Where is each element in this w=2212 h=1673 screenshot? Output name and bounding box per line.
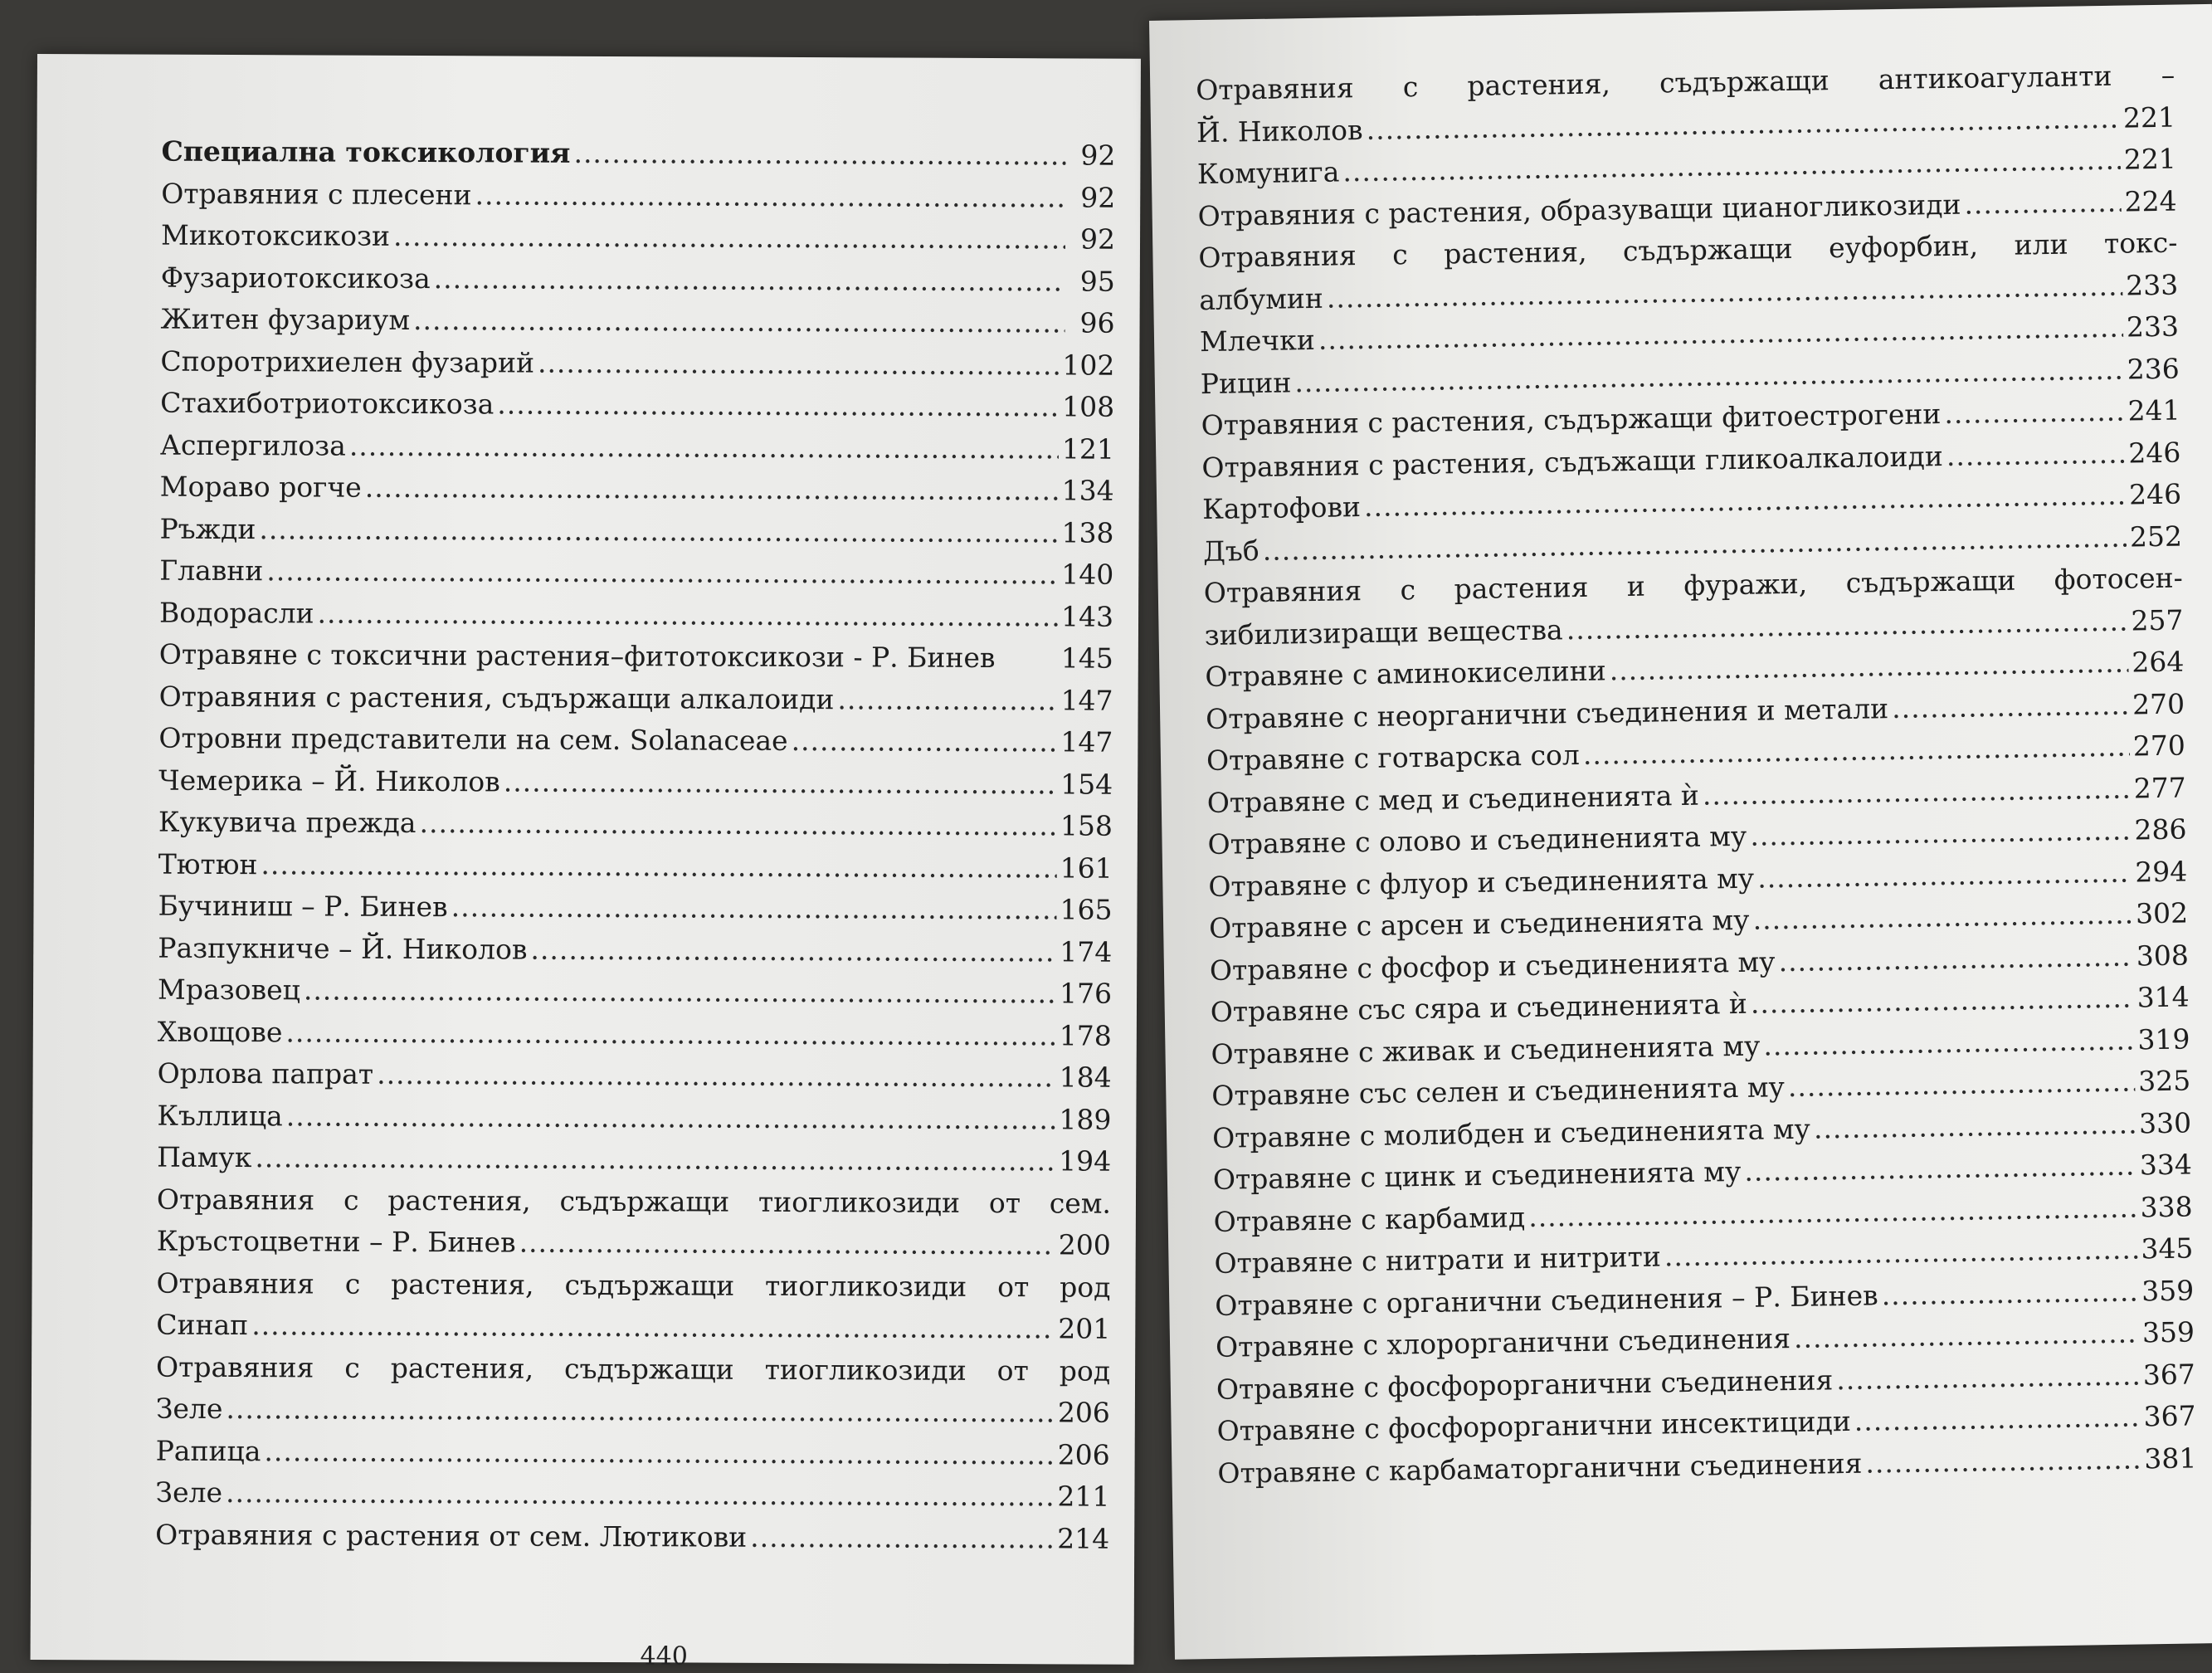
toc-dot-leader: [504, 761, 1058, 805]
toc-dot-leader: [451, 886, 1057, 931]
toc-entry-title: Й. Николов: [1196, 109, 1363, 154]
toc-entry-page: 359: [2142, 1311, 2195, 1354]
toc-dot-leader: [255, 1137, 1055, 1183]
toc-entry: [160, 340, 1114, 387]
toc-dot-leader: [377, 1054, 1056, 1099]
toc-entry: [157, 1095, 1111, 1141]
toc-entry-title: Мразовец: [158, 969, 300, 1012]
toc-dot-leader: [226, 1472, 1055, 1518]
toc-dot-leader: [1750, 810, 2132, 858]
toc-entry-title: Отравяния с растения, съдържащи тиогликозиди от род: [156, 1346, 1110, 1393]
toc-entry: [161, 173, 1115, 219]
toc-dot-leader: [530, 929, 1056, 973]
toc-entry-page: 184: [1060, 1056, 1112, 1099]
toc-entry: [160, 383, 1114, 429]
toc-entry-page: 294: [2135, 851, 2188, 893]
toc-entry-title: Хвощове: [158, 1011, 283, 1053]
toc-dot-leader: [1794, 1312, 2140, 1359]
toc-entry-title: Синап: [156, 1305, 248, 1347]
toc-entry-page: 145: [1061, 637, 1113, 680]
toc-entry-page: 345: [2141, 1227, 2194, 1270]
toc-entry: [155, 1514, 1109, 1560]
toc-entry-page: 359: [2141, 1270, 2195, 1312]
toc-dot-leader: [1865, 1438, 2141, 1485]
toc-entry-page: 236: [2127, 348, 2180, 390]
toc-entry-title: Орлова папрат: [158, 1053, 374, 1096]
toc-dot-leader: [1836, 1354, 2140, 1401]
toc-entry-title: Отравяне с молибден и съединенията му: [1212, 1108, 1811, 1159]
toc-dot-leader: [1946, 432, 2125, 477]
toc-entry-title: Рапица: [156, 1430, 261, 1472]
toc-entry-page: 233: [2126, 264, 2179, 306]
toc-entry-title: Отравяне със селен и съединенията му: [1211, 1066, 1785, 1117]
toc-dot-leader: [304, 969, 1056, 1014]
toc-entry: [158, 969, 1112, 1016]
toc-entry-title: Тютюн: [158, 843, 258, 885]
toc-dot-leader: [419, 802, 1057, 847]
toc-entry: [160, 299, 1114, 345]
toc-entry-title: Отравяне с фосфорорганични инсектициди: [1216, 1401, 1851, 1452]
left-toc-list: [155, 131, 1115, 1560]
toc-entry-title: Ръжди: [159, 508, 256, 550]
toc-entry-title: Млечки: [1200, 319, 1316, 363]
toc-entry-page: 108: [1062, 386, 1114, 428]
toc-entry-title: Отравяне с хлорорганични съединения: [1216, 1318, 1791, 1368]
toc-dot-leader: [393, 216, 1065, 261]
toc-dot-leader: [1752, 894, 2132, 942]
toc-entry-title: Отравяне с фосфорорганични съединения: [1216, 1359, 1834, 1411]
toc-dot-leader: [1744, 1144, 2136, 1193]
toc-dot-leader: [497, 383, 1059, 427]
toc-entry-title: Отравяне с карбамид: [1213, 1197, 1525, 1243]
toc-dot-leader: [251, 1305, 1055, 1350]
toc-entry-page: 325: [2138, 1060, 2191, 1102]
page-number: 440: [641, 1641, 688, 1671]
toc-dot-leader: [226, 1388, 1055, 1434]
toc-entry: [158, 802, 1113, 848]
toc-entry-title: Отравяния с растения, съдържащи антикоагуланти –: [1196, 55, 2175, 112]
toc-entry-page: 147: [1061, 680, 1113, 722]
toc-entry: [158, 927, 1112, 973]
toc-entry: [157, 1178, 1111, 1225]
toc-entry-title: Отравяне с неорганични съединения и метали: [1206, 688, 1889, 740]
toc-entry: [159, 592, 1113, 638]
toc-entry: [158, 843, 1113, 890]
toc-dot-leader: [837, 679, 1057, 722]
toc-entry-title: Микотоксикози: [161, 215, 390, 258]
toc-entry: [156, 1262, 1110, 1309]
toc-dot-leader: [1892, 684, 2130, 729]
toc-entry-page: 189: [1059, 1099, 1111, 1141]
toc-entry-title: Отравяне с карбаматорганични съединения: [1217, 1442, 1863, 1495]
toc-entry: [158, 1053, 1112, 1100]
toc-entry-title: Отравяне с олово и съединенията му: [1207, 816, 1747, 866]
toc-entry-title: Стахиботриотоксикоза: [160, 383, 494, 426]
toc-entry-title: Чемерика – Й. Николов: [158, 759, 500, 802]
toc-entry-page: 147: [1060, 721, 1113, 763]
toc-entry-title: Зеле: [155, 1472, 222, 1514]
toc-entry-page: 201: [1058, 1308, 1110, 1350]
toc-entry-page: 319: [2137, 1018, 2190, 1061]
toc-entry-page: 134: [1062, 470, 1114, 512]
toc-entry-page: 92: [1069, 218, 1115, 261]
toc-entry-title: Отравяне с флуор и съединенията му: [1208, 857, 1755, 908]
toc-entry: [156, 1346, 1110, 1393]
toc-entry-page: 206: [1058, 1434, 1110, 1476]
toc-dot-leader: [1664, 1228, 2137, 1277]
toc-entry: [156, 1305, 1110, 1351]
toc-entry-title: Рицин: [1200, 362, 1291, 405]
right-page: [1149, 4, 2212, 1660]
toc-entry-page: 200: [1059, 1224, 1111, 1266]
toc-entry-title: Отравяне с фосфор и съединенията му: [1210, 941, 1776, 992]
toc-entry-page: 211: [1057, 1475, 1109, 1518]
toc-entry-title: Отравяния с растения, съдържащи еуфорбин, или токс-: [1198, 222, 2178, 280]
toc-entry-title: Бучиниш – Р. Бинев: [158, 885, 447, 929]
toc-entry-page: 140: [1061, 554, 1113, 596]
toc-entry: [158, 718, 1113, 764]
toc-entry-title: Отравяне с мед и съединенията ѝ: [1206, 774, 1699, 824]
toc-entry-page: 92: [1069, 177, 1115, 219]
toc-entry-page: 264: [2132, 641, 2185, 684]
toc-dot-leader: [365, 467, 1059, 512]
toc-entry-title: Отровни представители на сем. Solanaceae: [158, 718, 787, 763]
toc-dot-leader: [266, 550, 1058, 596]
toc-entry-page: 138: [1061, 512, 1113, 554]
toc-entry-title: Отравяне с живак и съединенията му: [1211, 1025, 1761, 1076]
toc-entry-title: Отравяния с растения, съдържащи тиогликозиди от род: [156, 1262, 1110, 1309]
toc-entry-page: 257: [2131, 599, 2184, 641]
toc-entry-page: 174: [1060, 931, 1112, 973]
toc-entry: [156, 1388, 1110, 1435]
toc-dot-leader: [285, 1012, 1056, 1057]
toc-entry: [161, 131, 1115, 178]
toc-dot-leader: [1787, 1061, 2135, 1108]
toc-entry-page: 241: [2127, 390, 2180, 432]
toc-entry-page: 102: [1062, 344, 1114, 387]
toc-entry: [156, 1430, 1110, 1476]
toc-dot-leader: [792, 720, 1058, 763]
toc-dot-leader: [317, 593, 1058, 637]
toc-entry-title: Отравяне с арсен и съединенията му: [1209, 900, 1750, 950]
toc-entry: [160, 424, 1114, 471]
toc-entry-page: 224: [2124, 180, 2177, 222]
toc-entry-page: 194: [1059, 1140, 1111, 1183]
toc-dot-leader: [1702, 768, 2131, 817]
toc-entry-title: Отравяния с растения от сем. Лютикови: [155, 1514, 747, 1558]
toc-entry-page: 246: [2129, 474, 2182, 516]
toc-entry-title: Фузариотоксикоза: [161, 256, 431, 300]
left-page: [31, 54, 1141, 1665]
toc-entry-page: 121: [1062, 428, 1114, 471]
toc-entry: [158, 759, 1113, 806]
toc-entry-title: Отравяния с плесени: [161, 173, 471, 216]
toc-dot-leader: [413, 300, 1065, 344]
toc-entry-page: 334: [2139, 1144, 2192, 1186]
toc-entry: [161, 215, 1115, 261]
toc-entry-title: Кръстоцветни – Р. Бинев: [157, 1221, 516, 1264]
toc-entry-title: Мораво рогче: [160, 466, 362, 510]
toc-entry-page: 286: [2134, 808, 2187, 851]
toc-dot-leader: [259, 509, 1058, 554]
toc-dot-leader: [573, 133, 1065, 177]
toc-entry: [161, 256, 1115, 303]
toc-entry: [158, 885, 1112, 932]
toc-entry-title: Кукувича прежда: [158, 802, 417, 845]
right-toc-list: [1196, 55, 2197, 1495]
toc-entry-page: 314: [2136, 976, 2190, 1018]
toc-entry-title: албумин: [1199, 277, 1323, 321]
toc-entry-page: 178: [1060, 1015, 1112, 1057]
toc-entry-page: 176: [1060, 973, 1112, 1015]
toc-entry-page: 338: [2140, 1186, 2193, 1228]
toc-dot-leader: [750, 1516, 1054, 1559]
toc-dot-leader: [1757, 851, 2132, 900]
toc-entry-title: Отравяния с растения, образуващи цианогликозиди: [1197, 183, 1961, 237]
toc-dot-leader: [1854, 1396, 2141, 1442]
toc-entry-title: Картофови: [1202, 486, 1362, 530]
toc-entry-page: 367: [2143, 1395, 2196, 1437]
toc-entry-page: 270: [2132, 724, 2185, 767]
toc-entry-title: Отравяне с органични съединения – Р. Бинев: [1215, 1275, 1878, 1327]
toc-entry: [157, 1137, 1111, 1183]
toc-entry-title: Комунига: [1197, 151, 1340, 195]
toc-entry-title: Споротрихиелен фузарий: [160, 340, 534, 383]
toc-entry-title: Отравяне с аминокиселини: [1205, 650, 1606, 698]
toc-entry-title: зибилизиращи вещества: [1204, 609, 1563, 656]
toc-dot-leader: [519, 1222, 1055, 1266]
toc-dot-leader: [1763, 1019, 2135, 1067]
toc-entry: [160, 466, 1114, 513]
toc-entry-page: 95: [1069, 261, 1115, 303]
toc-entry-page: 143: [1061, 596, 1113, 638]
toc-entry-page: 252: [2130, 515, 2183, 558]
toc-entry-page: 96: [1068, 302, 1114, 344]
toc-dot-leader: [1778, 935, 2133, 983]
toc-entry-page: 302: [2136, 892, 2189, 934]
toc-dot-leader: [475, 174, 1065, 219]
toc-entry-page: 308: [2136, 934, 2189, 977]
toc-entry: [159, 550, 1113, 597]
toc-entry-title: Дъб: [1203, 529, 1259, 573]
toc-dot-leader: [261, 844, 1056, 890]
toc-entry-page: 161: [1060, 847, 1113, 890]
toc-entry: [159, 676, 1113, 722]
toc-entry-title: Отравяне с токсични растения–фитотоксикози - Р. Бинев: [159, 634, 996, 680]
toc-entry-page: 381: [2144, 1437, 2197, 1480]
toc-entry-title: Памук: [157, 1137, 251, 1179]
toc-dot-leader: [286, 1095, 1056, 1141]
toc-entry-title: Специална токсикология: [161, 131, 570, 175]
toc-entry-title: Отравяне с готварска сол: [1206, 734, 1581, 783]
toc-entry-title: Отравяния с растения, съдържащи тиогликозиди от сем.: [157, 1178, 1111, 1225]
toc-dot-leader: [1750, 978, 2134, 1026]
toc-entry-page: 367: [2142, 1354, 2195, 1396]
toc-entry-title: Отравяне с цинк и съединенията му: [1213, 1151, 1742, 1201]
toc-dot-leader: [264, 1431, 1054, 1476]
toc-entry-title: Зеле: [156, 1388, 223, 1431]
toc-dot-leader: [1964, 181, 2122, 225]
toc-dot-leader: [538, 342, 1060, 386]
toc-dot-leader: [1814, 1103, 2136, 1150]
toc-entry-title: Житен фузариум: [160, 299, 410, 342]
toc-entry-title: Аспергилоза: [160, 424, 346, 466]
toc-entry-title: Отравяния с растения, съдържащи фитоестрогени: [1201, 393, 1941, 447]
toc-entry-title: Отравяния с растения, съдъжащи гликоалкалоиди: [1201, 436, 1943, 490]
toc-entry-title: Отравяне със сяра и съединенията ѝ: [1210, 983, 1747, 1034]
toc-entry: [157, 1221, 1111, 1267]
toc-entry-page: 221: [2123, 139, 2176, 181]
toc-dot-leader: [349, 425, 1059, 470]
toc-entry-page: 221: [2123, 96, 2176, 139]
toc-entry-title: Къллица: [157, 1095, 283, 1137]
toc-dot-leader: [434, 258, 1065, 303]
toc-entry-page: 246: [2128, 432, 2181, 474]
toc-entry-page: 277: [2133, 767, 2186, 809]
toc-entry: [155, 1472, 1109, 1519]
toc-entry: [158, 1011, 1112, 1057]
toc-entry: [159, 508, 1113, 554]
toc-entry-page: 154: [1060, 763, 1113, 806]
toc-entry-page: 330: [2139, 1102, 2192, 1144]
toc-dot-leader: [1881, 1271, 2138, 1316]
toc-entry-page: 270: [2132, 683, 2185, 725]
toc-entry-page: 165: [1060, 889, 1112, 931]
toc-entry-title: Главни: [159, 550, 263, 593]
toc-entry-page: 92: [1069, 134, 1115, 177]
toc-entry-title: Отравяне с нитрати и нитрити: [1214, 1236, 1661, 1285]
toc-entry-page: 233: [2127, 306, 2180, 349]
toc-entry-title: Отравяния с растения и фуражи, съдържащи фотосен-: [1203, 558, 2183, 615]
toc-entry: [159, 634, 1113, 680]
toc-entry-title: Отравяния с растения, съдържащи алкалоиди: [159, 676, 835, 720]
toc-dot-leader: [1944, 391, 2125, 436]
toc-entry-title: Водорасли: [159, 592, 314, 634]
toc-entry-page: 206: [1058, 1392, 1110, 1434]
toc-entry-page: 158: [1060, 805, 1113, 847]
toc-entry-page: 214: [1057, 1518, 1109, 1560]
toc-entry-title: Разпукниче – Й. Николов: [158, 927, 527, 970]
